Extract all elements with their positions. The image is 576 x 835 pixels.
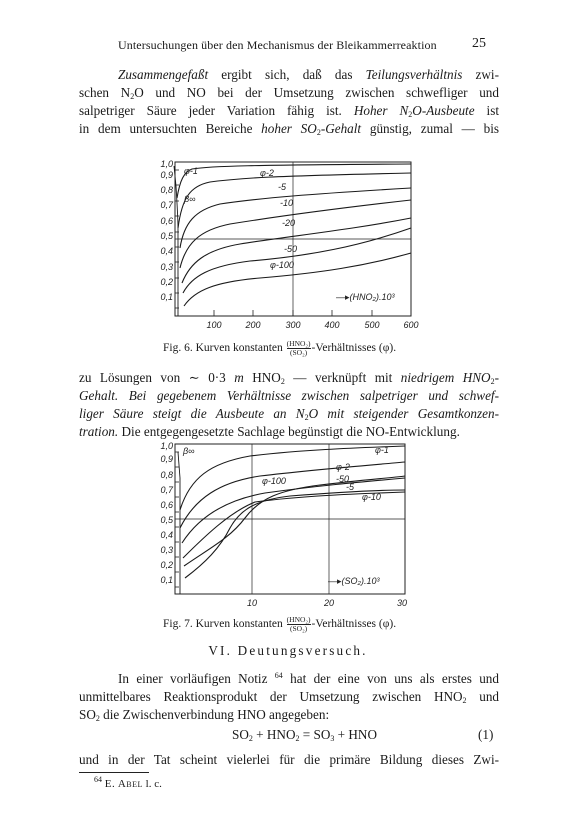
curve-phi-100 (185, 490, 405, 578)
y-tick-labels (160, 441, 174, 585)
x-axis-label: —▸(HNO₂).10³ (336, 292, 395, 302)
text-line: zu Lösungen von ∼ 0·3 m $HNO_2$ — verknüpft mit niedrigem $HNO_2-$ (79, 370, 499, 386)
x-tick-label: 300 (285, 320, 301, 330)
figure-6 (150, 158, 420, 333)
text-line: in dem untersuchten Bereiche hoher $SO_2$-Gehalt günstig, zumal — bis (79, 121, 500, 137)
curve-label: β∞ (184, 194, 196, 204)
x-axis-label: —▸(SO₂).10³ (328, 576, 380, 586)
curve-label: φ-10 (362, 492, 381, 502)
text-line: Gehalt. Bei gegebenem Verhältnisse zwischen salpetriger und schwef- (79, 388, 499, 403)
y-tick-label: 0,3 (160, 545, 173, 555)
text-line: Zusammengefaßt ergibt sich, daß das Teilungsverhältnis zwi- (118, 67, 499, 82)
y-tick-labels (160, 159, 174, 302)
text-line: und in der Tat scheint vielerlei für die primäre Bildung dieses Zwi- (79, 752, 499, 767)
y-tick-label: 0,1 (160, 575, 173, 585)
y-tick-label: 0,7 (160, 485, 173, 495)
curve-label: φ-1 (184, 166, 198, 176)
text-line: liger Säure steigt die Ausbeute an $N_2O$ mit steigender Gesamtkonzen- (79, 406, 499, 422)
x-tick-label: 500 (364, 320, 380, 330)
curve-label: β∞ (183, 446, 195, 456)
x-tick-label: 600 (403, 320, 419, 330)
y-tick-label: 0,8 (160, 185, 173, 195)
x-tick-label: 20 (323, 598, 335, 608)
curve-label: φ-2 (260, 168, 274, 178)
y-tick-label: 0,1 (160, 292, 173, 302)
y-tick-label: 0,7 (160, 200, 173, 210)
x-tick-labels (247, 598, 407, 608)
equation: $SO_2 + HNO_2 = SO_3$ + HNO (232, 727, 377, 743)
curve-label: -5 (278, 182, 287, 192)
section-heading: VI. Deutungsversuch. (208, 643, 368, 658)
y-tick-label: 0,6 (160, 216, 173, 226)
text-line: schen $N_2O$ und NO bei der Umsetzung zwischen schwefliger und (79, 85, 499, 101)
figure-6-caption: Fig. 6. Kurven konstanten $\frac{\text{(HNO₂)}}{\text{(SO₂)}}$ -Verhältnisses (φ). (163, 339, 397, 357)
y-tick-label: 0,4 (160, 530, 173, 540)
curve-label: φ-100 (270, 260, 294, 270)
curve-label: -50 (336, 474, 350, 484)
curve-phi-5 (182, 478, 405, 543)
figure-7-plot (150, 438, 420, 613)
figure-7-caption: Fig. 7. Kurven konstanten $\frac{\text{(HNO₂)}}{\text{(SO₂)}}$ -Verhältnisses (φ). (163, 615, 397, 633)
x-tick-label: 10 (246, 598, 258, 608)
curve-label: -5 (346, 482, 355, 492)
x-tick-label: 100 (206, 320, 222, 330)
text-line: salpetriger Säure jeder Variation fähig ist. Hoher $N_2O$-Ausbeute ist (79, 103, 499, 119)
curves (178, 446, 405, 594)
footnote-ref: 64 (274, 671, 283, 680)
x-tick-label: 200 (245, 320, 261, 330)
text-line: unmittelbares Reaktionsprodukt der Umsetzung zwischen $HNO_2$ und (79, 689, 499, 705)
curve-label: -50 (284, 244, 298, 254)
x-tick-label: 400 (324, 320, 340, 330)
y-tick-label: 1,0 (160, 159, 173, 169)
x-tick-label: 30 (396, 598, 408, 608)
curve-phi-10 (180, 200, 411, 268)
curve-label: -20 (282, 218, 296, 228)
figure-7 (150, 438, 420, 613)
curve-labels (183, 166, 297, 270)
curve-label: φ-100 (262, 476, 286, 486)
curve-label: φ-1 (375, 445, 389, 455)
text-line: $SO_2$ die Zwischenverbindung HNO angegeben: (79, 707, 330, 723)
y-tick-label: 0,9 (160, 170, 173, 180)
text-line: In einer vorläufigen Notiz $^{64}$ hat der eine von uns als erstes und (118, 671, 499, 686)
y-tick-label: 1,0 (160, 441, 173, 451)
curve-label: -10 (280, 198, 294, 208)
y-tick-label: 0,5 (160, 231, 173, 241)
running-title: Untersuchungen über den Mechanismus der Bleikammerreaktion (118, 38, 437, 52)
footnote-rule (79, 772, 149, 773)
y-tick-label: 0,8 (160, 470, 173, 480)
curve-phi-50 (183, 228, 411, 293)
page-number: 25 (472, 36, 486, 51)
y-tick-label: 0,6 (160, 500, 173, 510)
text-line: tration. Die entgegengesetzte Sachlage begünstigt die NO-Entwicklung. (79, 424, 460, 439)
tick-marks (175, 452, 179, 587)
curve-beta-infinity (178, 452, 180, 594)
y-tick-label: 0,2 (160, 560, 173, 570)
curve-phi-1 (177, 164, 411, 198)
y-tick-label: 0,4 (160, 246, 173, 256)
y-tick-label: 0,5 (160, 515, 173, 525)
x-tick-labels (206, 320, 418, 330)
footnote: $^{64}$ E. Abel l. c. (94, 775, 162, 790)
y-tick-label: 0,2 (160, 277, 173, 287)
y-tick-label: 0,9 (160, 454, 173, 464)
figure-6-plot (150, 158, 420, 333)
curve-label: φ-2 (336, 462, 350, 472)
equation-number: (1) (478, 727, 494, 742)
y-tick-label: 0,3 (160, 262, 173, 272)
